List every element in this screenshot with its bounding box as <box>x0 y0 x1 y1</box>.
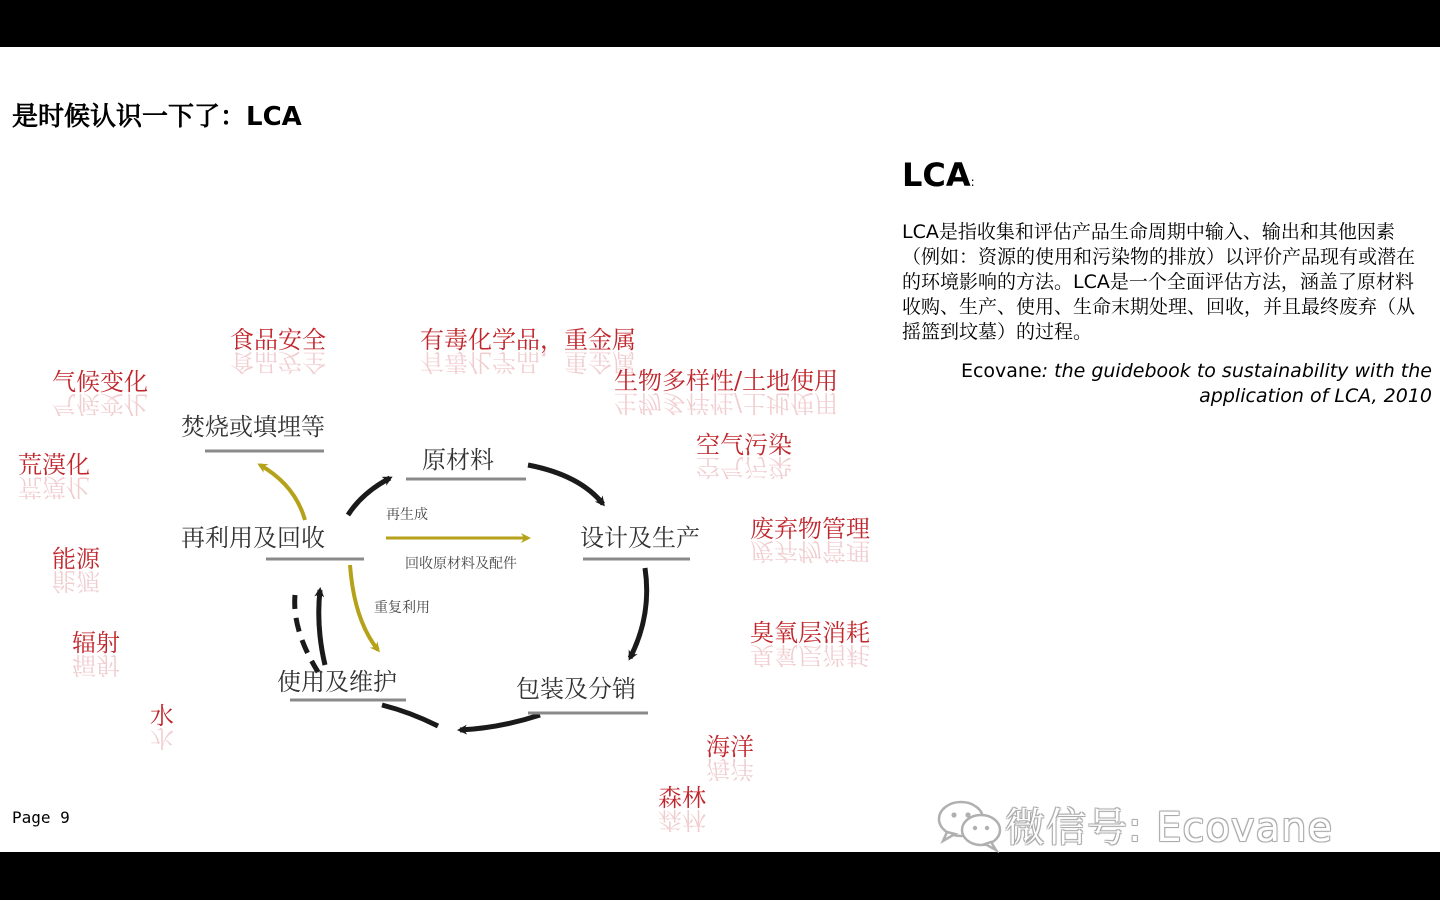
node-packaging-distribution: 包装及分销 <box>516 675 636 703</box>
impact-label: 海洋 <box>706 733 754 761</box>
flow-label-regenerate: 再生成 <box>386 507 428 523</box>
definition-heading <box>902 155 1432 202</box>
impact-label: 能源 <box>52 545 100 573</box>
impact-label-reflection: 森林 <box>658 806 706 834</box>
impact-label-reflection: 食品安全 <box>230 348 326 376</box>
definition-heading-mark: : <box>970 175 975 189</box>
arrow-raw-to-design <box>528 465 603 504</box>
impact-label-reflection: 空气污染 <box>696 453 792 481</box>
impact-label: 森林 <box>658 784 706 812</box>
impact-label-reflection: 辐射 <box>72 651 120 679</box>
flow-label-repeat-use: 重复利用 <box>374 600 430 616</box>
bottom-letterbox-bar <box>0 852 1440 900</box>
impact-label-reflection: 海洋 <box>706 755 754 783</box>
impact-label: 辐射 <box>72 629 120 657</box>
flow-labels <box>374 506 517 616</box>
impact-label-reflection: 臭氧层消耗 <box>750 641 870 669</box>
impact-label-reflection: 有毒化学品，重金属 <box>420 348 636 376</box>
arrow-reuse-to-raw <box>348 478 390 515</box>
definition-body: LCA是指收集和评估产品生命周期中输入、输出和其他因素（例如：资源的使用和污染物的排放）以评价产品现有或潜在的环境影响的方法。LCA是一个全面评估方法，涵盖了原材料收购、生产、使用、生命末期处理、回收，并且最终废弃（从摇篮到坟墓）的过程。 <box>902 221 1416 343</box>
impact-label: 荒漠化 <box>18 451 90 479</box>
slide-title: 是时候认识一下了：LCA <box>12 102 302 132</box>
impact-label-reflection: 生物多样性/土地使用 <box>614 389 839 417</box>
page-number: Page 9 <box>12 808 70 827</box>
node-incineration-landfill: 焚烧或填埋等 <box>181 413 325 441</box>
flow-label-recover-materials: 回收原材料及配件 <box>405 556 517 572</box>
node-use-maintenance: 使用及维护 <box>277 668 397 696</box>
arrow-bottom-dashed <box>382 705 438 726</box>
arrow-packaging-to-use <box>460 715 540 730</box>
impact-label-reflection: 能源 <box>52 567 100 595</box>
watermark <box>935 796 1333 853</box>
impact-label: 空气污染 <box>696 431 792 459</box>
node-design-production: 设计及生产 <box>580 524 700 552</box>
impact-label-reflection: 废弃物管理 <box>750 537 870 565</box>
impact-label: 废弃物管理 <box>750 515 870 543</box>
arrow-use-to-reuse <box>319 590 325 665</box>
impact-label-reflection: 气候变化 <box>52 390 148 418</box>
arrow-reuse-to-landfill <box>260 465 305 520</box>
watermark-text: 微信号: Ecovane <box>1005 805 1334 851</box>
arrow-use-dashed-left <box>295 595 318 672</box>
impact-label: 臭氧层消耗 <box>750 619 870 647</box>
definition-panel <box>902 155 1432 409</box>
impact-label: 生物多样性/土地使用 <box>614 367 839 395</box>
impact-label: 气候变化 <box>52 368 148 396</box>
environmental-impacts <box>18 326 870 834</box>
source-brand: Ecovane <box>960 360 1042 382</box>
impact-label: 有毒化学品，重金属 <box>420 326 636 354</box>
impact-label-reflection: 荒漠化 <box>18 473 90 501</box>
impact-label: 食品安全 <box>230 326 326 354</box>
node-reuse-recycle: 再利用及回收 <box>181 524 325 552</box>
impact-label-reflection: 水 <box>150 724 174 752</box>
wechat-icon <box>935 797 1005 853</box>
source-citation: : the guidebook to sustainability with the application of LCA, 2010 <box>1041 360 1432 407</box>
node-raw-materials: 原材料 <box>422 446 494 474</box>
definition-heading-text: LCA <box>902 156 971 194</box>
impact-label: 水 <box>150 702 174 730</box>
definition-source <box>902 359 1432 409</box>
arrow-design-to-packaging <box>630 568 647 658</box>
